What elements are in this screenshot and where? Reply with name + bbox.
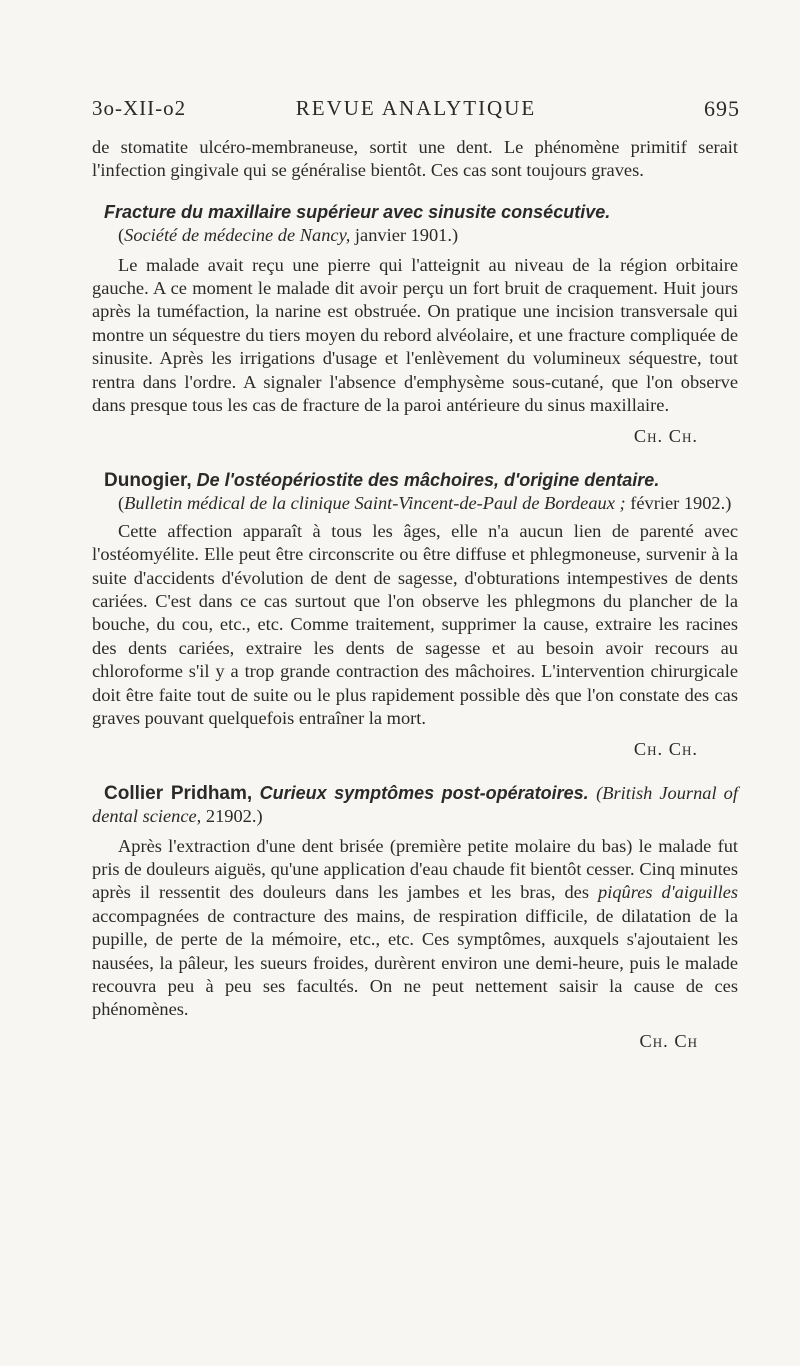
article-2-signature: Ch. Ch. (633, 739, 698, 760)
article-2-title: De l'ostéopériostite des mâchoires, d'origine dentaire. (196, 469, 660, 490)
article-3-signature: Ch. Ch (639, 1030, 698, 1051)
article-1-source-journal: Société de médecine de Nancy, (124, 225, 351, 246)
article-3-body-emphasis: piqûres d'aiguilles (598, 882, 739, 903)
article-2-body: Cette affection apparaît à tous les âges, elle n'a aucun lien de parenté avec l'ostéomyélite. Elle peut être circonscrite ou être diffuse et phlegmoneuse, survenir à la suite d'accidents d'évolution de dent de sagesse, d'obturations intempestives de dents cariées. C'est dans ce cas surtout que l'on observe les phlegmons du plancher de la bouche, du cou, etc., etc. Comme traitement, supprimer la cause, extraire les racines des dents cariées, extraire les dents de sagesse et au besoin avoir recours au chloroforme s'il y a trop grande contraction des mâchoires. L'intervention chirurgicale doit être faite tout de suite ou le plus rapidement possible dès que l'on constate des cas graves pouvant quelquefois entraîner la mort. (92, 520, 738, 728)
article-3-source: (British Journal of dental science, 21902.) (92, 782, 738, 827)
article-2-source: (Bulletin médical de la clinique Saint-Vincent-de-Paul de Bordeaux ; février 1902.) (118, 493, 732, 514)
article-1-signature: Ch. Ch. (633, 426, 698, 447)
article-3-author: Collier Pridham, (104, 782, 253, 804)
article-2-source-journal: Bulletin médical de la clinique Saint-Vincent-de-Paul de Bordeaux ; (124, 493, 626, 514)
intro-paragraph: de stomatite ulcéro-membraneuse, sortit une dent. Le phénomène primitif serait l'infection gingivale qui se généralise bientôt. Ces cas sont toujours graves. (92, 137, 738, 181)
page-body (92, 136, 738, 1053)
article-1-source: (Société de médecine de Nancy, janvier 1901.) (118, 225, 459, 246)
article-1-body: Le malade avait reçu une pierre qui l'atteignit au niveau de la région orbitaire gauche. A ce moment le malade dit avoir perçu un fort bruit de craquement. Huit jours après la tuméfaction, la narine est obstruée. On pratique une incision transversale qui montre un séquestre du tiers moyen du rebord alvéolaire, et une fracture compliquée de sinusite. Après les irrigations d'usage et l'enlèvement du volumineux séquestre, tout rentra dans l'ordre. A signaler l'absence d'emphysème sous-cutané, que l'on observe dans presque tous les cas de fracture de la paroi antérieure du sinus maxillaire. (92, 254, 738, 416)
page-number: 695 (704, 96, 740, 121)
header-journal-title: REVUE ANALYTIQUE (295, 96, 537, 120)
article-2-heading (92, 469, 738, 492)
article-3-title: Curieux symptômes post-opératoires. (259, 782, 589, 803)
article-3-heading (92, 782, 738, 829)
article-3-body: Après l'extraction d'une dent brisée (première petite molaire du bas) le malade fut pris de douleurs aiguës, qu'une application d'eau chaude fit bientôt cesser. Cinq minutes après il ressentit des douleurs dans les jambes et les bras, des piqûres d'aiguilles accompagnées de contracture des mains, de respiration difficile, de dilatation de la pupille, de perte de la mémoire, etc., etc. Ces symptômes, auxquels s'ajoutaient les nausées, la pâleur, les sueurs froides, durèrent environ une demi-heure, puis le malade recouvra peu à peu ses facultés. On ne peut nettement saisir la cause de ces phénomènes. (92, 835, 739, 1020)
article-1-title: Fracture du maxillaire supérieur avec sinusite consécutive. (104, 201, 611, 222)
header-date: 3o-XII-o2 (92, 96, 187, 120)
article-3-source-journal: British Journal of dental science, (92, 782, 738, 827)
article-2-author: Dunogier, (104, 469, 192, 491)
